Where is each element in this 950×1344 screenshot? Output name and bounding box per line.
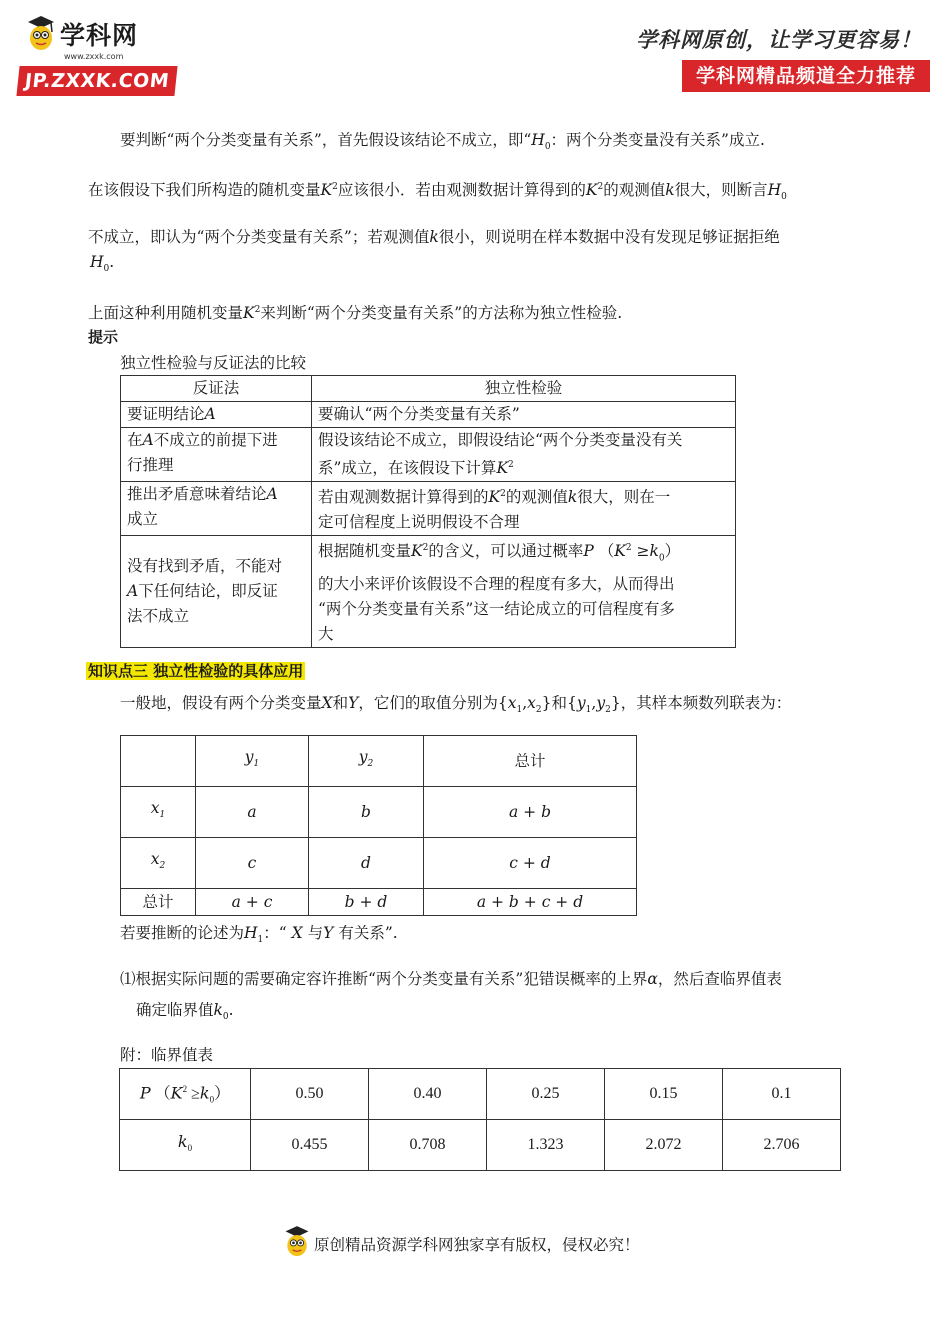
table-cell: 推出矛盾意味着结论A 成立 (121, 482, 312, 536)
table-row (121, 536, 736, 647)
table-cell: 0.455 (251, 1120, 369, 1171)
table-header: $k_0$ (120, 1120, 251, 1171)
table-cell: a (196, 787, 309, 838)
logo-bar: JP.ZXXK.COM (16, 66, 177, 96)
paragraph-4: 上面这种利用随机变量$K^2$来判断“两个分类变量有关系”的方法称为独立性检验. (88, 304, 623, 322)
table-cell: 假设该结论不成立，即假设结论“两个分类变量没有关 系”成立，在该假设下计算$K^2$ (312, 428, 736, 482)
table-cell: 0.1 (723, 1069, 841, 1120)
table-cell: b (309, 787, 424, 838)
table-header: $y_1$ (196, 736, 309, 787)
hint-label: 提示 (88, 328, 119, 346)
section-heading: 知识点三 独立性检验的具体应用 (88, 662, 304, 680)
table-cell: 若由观测数据计算得到的$K^2$的观测值k很大，则在一 定可信程度上说明假设不合理 (312, 482, 736, 536)
table-row (120, 1069, 841, 1120)
promo-banner: 学科网精品频道全力推荐 (682, 60, 930, 92)
mascot-icon (282, 1224, 312, 1264)
table-row (121, 376, 736, 402)
paragraph-6: 若要推断的论述为$H_1$：“ X 与Y 有关系”. (120, 924, 398, 946)
compare-title: 独立性检验与反证法的比较 (120, 354, 307, 372)
footer-text: 原创精品资源学科网独家享有版权，侵权必究！ (314, 1236, 640, 1254)
table-cell: $x_1$ (121, 787, 196, 838)
table-row (121, 402, 736, 428)
table-cell: 0.40 (369, 1069, 487, 1120)
table-row (121, 787, 637, 838)
table-row (120, 1120, 841, 1171)
table-cell: 要证明结论A (121, 402, 312, 428)
table-cell: 没有找到矛盾，不能对 A下任何结论，即反证 法不成立 (121, 536, 312, 647)
table-cell: 2.706 (723, 1120, 841, 1171)
critical-value-table (119, 1068, 841, 1171)
footer (282, 1224, 640, 1264)
table-cell: 总计 (121, 889, 196, 916)
table-header: 总计 (424, 736, 637, 787)
paragraph-1: 要判断“两个分类变量有关系”，首先假设该结论不成立，即“$H_0$：两个分类变量没有关系”成立. (120, 131, 765, 153)
table-cell: a + b (424, 787, 637, 838)
comparison-table (120, 375, 736, 648)
paragraph-3: 不成立，即认为“两个分类变量有关系”；若观测值k很小，则说明在样本数据中没有发现足够证据拒绝 (88, 228, 780, 246)
logo (18, 14, 178, 98)
table-cell: 0.15 (605, 1069, 723, 1120)
slogan: 学科网原创，让学习更容易！ (636, 27, 922, 52)
step-1-cont: 确定临界值$k_0$. (136, 1001, 234, 1023)
table-header: 独立性检验 (312, 376, 736, 402)
table-cell: 2.072 (605, 1120, 723, 1171)
table-row (121, 889, 637, 916)
table-header: 反证法 (121, 376, 312, 402)
table-cell: b + d (309, 889, 424, 916)
table-cell: a + c (196, 889, 309, 916)
table-row (121, 428, 736, 482)
paragraph-2: 在该假设下我们所构造的随机变量$K^2$应该很小．若由观测数据计算得到的$K^2$的观测值k很大，则断言$H_0$ (88, 181, 787, 203)
logo-url: www.zxxk.com (64, 52, 124, 61)
table-row (121, 736, 637, 787)
table-row (121, 482, 736, 536)
table-row (121, 838, 637, 889)
table-cell: c + d (424, 838, 637, 889)
paragraph-3-end: $H_0$. (90, 253, 115, 275)
table-header: P $(K^2 \ge k_0)$ (120, 1069, 251, 1120)
table-cell: c (196, 838, 309, 889)
contingency-table (120, 735, 637, 916)
paragraph-5: 一般地，假设有两个分类变量X和Y，它们的取值分别为$\{x_1,x_2\}$和$\{y_1,y_2\}$，其样本频数列联表为： (120, 694, 792, 716)
table-cell: 在A不成立的前提下进 行推理 (121, 428, 312, 482)
appendix-label: 附：临界值表 (120, 1046, 214, 1064)
logo-text: 学科网 (60, 21, 139, 50)
table-cell: 0.50 (251, 1069, 369, 1120)
table-header: $y_2$ (309, 736, 424, 787)
table-cell: 根据随机变量$K^2$的含义，可以通过概率P $(K^2 \ge k_0)$ 的大小来评价该假设不合理的程度有多大，从而得出 “两个分类变量有关系”这一结论成立的可信程度有多 大 (312, 536, 736, 647)
table-cell: 要确认“两个分类变量有关系” (312, 402, 736, 428)
table-cell: $x_2$ (121, 838, 196, 889)
table-cell: a + b + c + d (424, 889, 637, 916)
table-cell: d (309, 838, 424, 889)
table-cell (121, 736, 196, 787)
step-1: ⑴根据实际问题的需要确定容许推断“两个分类变量有关系”犯错误概率的上界α，然后查临界值表 (120, 970, 782, 988)
table-cell: 1.323 (487, 1120, 605, 1171)
mascot-icon (24, 14, 58, 54)
table-cell: 0.25 (487, 1069, 605, 1120)
table-cell: 0.708 (369, 1120, 487, 1171)
